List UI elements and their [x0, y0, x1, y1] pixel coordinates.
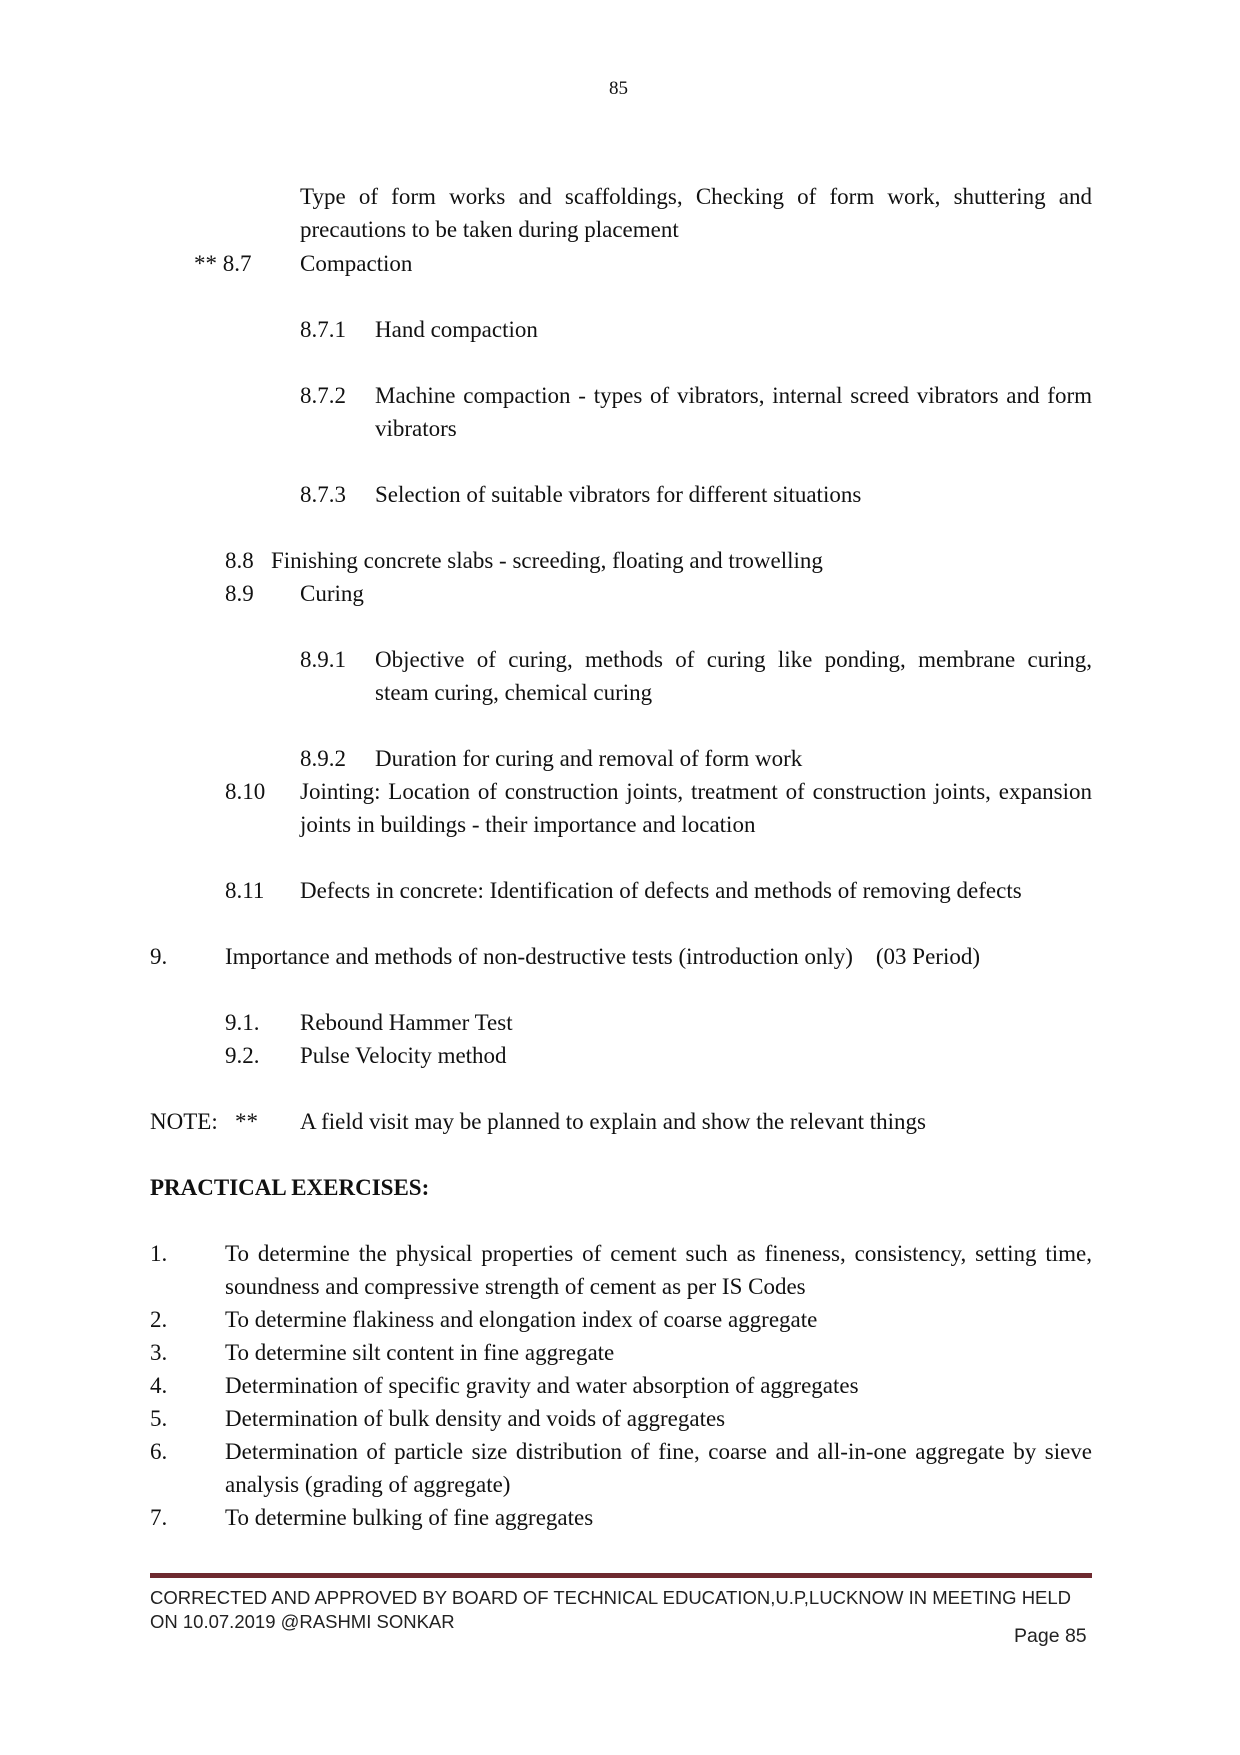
- exercise-1-number: 1.: [150, 1241, 168, 1266]
- exercise-5-text: Determination of bulk density and voids of aggregates: [225, 1406, 726, 1431]
- exercise-4-text: Determination of specific gravity and water absorption of aggregates: [225, 1373, 859, 1398]
- section-9-2-text: Pulse Velocity method: [300, 1043, 507, 1068]
- section-8-10-number: 8.10: [225, 779, 266, 804]
- section-9-text: Importance and methods of non-destructive tests (introduction only) (03 Period): [225, 944, 980, 969]
- exercise-7-number: 7.: [150, 1505, 168, 1530]
- section-8-9-title: Curing: [300, 581, 364, 606]
- exercise-7-text: To determine bulking of fine aggregates: [225, 1505, 594, 1530]
- exercise-1-text: To determine the physical properties of cement such as fineness, consistency, setting time, soundness and compressive strength of cement as per IS Codes: [225, 1241, 1092, 1299]
- note-text: A field visit may be planned to explain and show the relevant things: [300, 1109, 926, 1134]
- exercise-3-text: To determine silt content in fine aggregate: [225, 1340, 615, 1365]
- exercise-6-number: 6.: [150, 1439, 168, 1464]
- section-8-9-number: 8.9: [225, 581, 254, 606]
- section-8-9-2-text: Duration for curing and removal of form work: [375, 746, 803, 771]
- footer-approval-line-1: CORRECTED AND APPROVED BY BOARD OF TECHNICAL EDUCATION,U.P,LUCKNOW IN MEETING HELD: [150, 1587, 1072, 1608]
- section-8-7-number: ** 8.7: [194, 251, 252, 276]
- section-9-1-number: 9.1.: [225, 1010, 260, 1035]
- section-8-7-1-text: Hand compaction: [375, 317, 538, 342]
- section-8-11-text: Defects in concrete: Identification of defects and methods of removing defects: [300, 878, 1022, 903]
- section-8-7-2-number: 8.7.2: [300, 383, 346, 408]
- section-9-2-number: 9.2.: [225, 1043, 260, 1068]
- note-label: NOTE: **: [150, 1109, 258, 1134]
- exercise-6-text: Determination of particle size distribution of fine, coarse and all-in-one aggregate by sieve analysis (grading of aggregate): [225, 1439, 1092, 1497]
- section-8-8-line: 8.8 Finishing concrete slabs - screeding, floating and trowelling: [225, 548, 823, 573]
- section-8-7-1-number: 8.7.1: [300, 317, 346, 342]
- section-8-9-1-text: Objective of curing, methods of curing like ponding, membrane curing, steam curing, chemical curing: [375, 647, 1092, 705]
- section-8-11-number: 8.11: [225, 878, 265, 903]
- exercise-2-number: 2.: [150, 1307, 168, 1332]
- section-8-10-text: Jointing: Location of construction joints, treatment of construction joints, expansion joints in buildings - their importance and location: [300, 779, 1092, 837]
- exercise-4-number: 4.: [150, 1373, 168, 1398]
- section-9-1-text: Rebound Hammer Test: [300, 1010, 513, 1035]
- section-8-9-2-number: 8.9.2: [300, 746, 346, 771]
- exercise-3-number: 3.: [150, 1340, 168, 1365]
- footer-approval-line-2: ON 10.07.2019 @RASHMI SONKAR: [150, 1611, 455, 1632]
- section-8-7-3-text: Selection of suitable vibrators for different situations: [375, 482, 862, 507]
- intro-paragraph: Type of form works and scaffoldings, Checking of form work, shuttering and precautions to be taken during placement: [300, 184, 1092, 242]
- exercise-5-number: 5.: [150, 1406, 168, 1431]
- footer-divider: [150, 1573, 1092, 1578]
- page-number-top: 85: [609, 78, 628, 99]
- section-8-7-2-text: Machine compaction - types of vibrators, internal screed vibrators and form vibrators: [375, 383, 1092, 441]
- section-8-9-1-number: 8.9.1: [300, 647, 346, 672]
- section-9-number: 9.: [150, 944, 168, 969]
- section-8-7-3-number: 8.7.3: [300, 482, 346, 507]
- practical-exercises-heading: PRACTICAL EXERCISES:: [150, 1175, 430, 1200]
- section-8-7-title: Compaction: [300, 251, 413, 276]
- footer-page-label: Page 85: [1014, 1625, 1087, 1647]
- exercise-2-text: To determine flakiness and elongation index of coarse aggregate: [225, 1307, 818, 1332]
